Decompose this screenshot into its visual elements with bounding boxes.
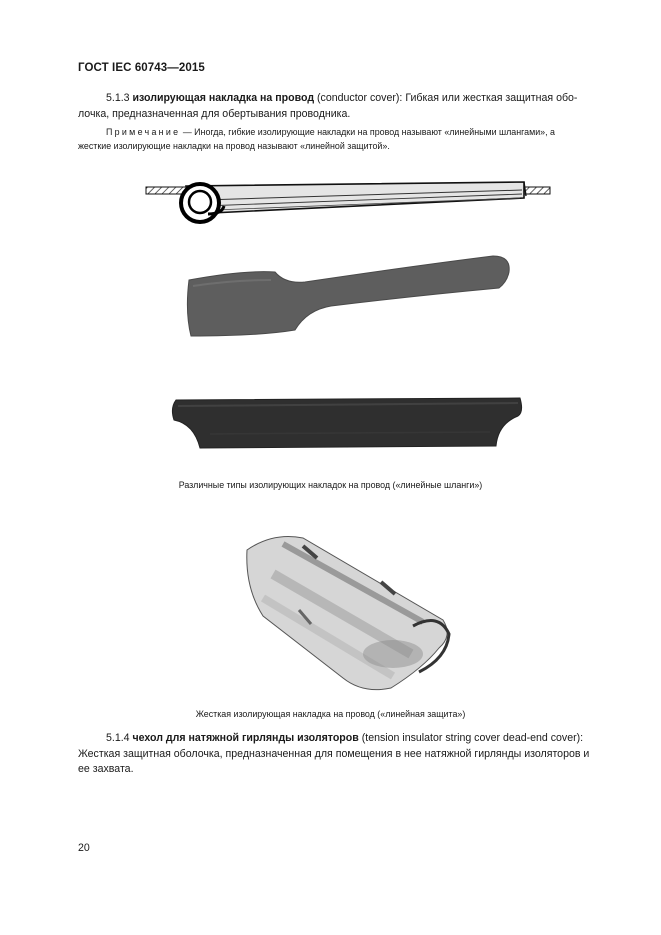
rigid-line-guard-image [243, 518, 453, 696]
conductor-cover-drawing [144, 176, 554, 228]
section-definition-cont: ее захвата. [78, 763, 134, 776]
note-text-cont: жесткие изолирующие накладки на провод называют «линейной защитой». [78, 141, 390, 151]
note-text: — Иногда, гибкие изолирующие накладки на провод называют «линейными шлангами», а [180, 127, 555, 137]
section-english-term: (conductor cover): [317, 92, 403, 104]
section-term: чехол для натяжной гирлянды изоляторов [132, 732, 359, 744]
section-number: 5.1.3 [106, 92, 130, 104]
section-definition-cont: лочка, предназначенная для обертывания проводника. [78, 107, 351, 120]
flexible-cover-image [183, 252, 513, 344]
page-number: 20 [78, 842, 90, 854]
section-5-1-3 [78, 91, 613, 122]
section-term: изолирующая накладка на провод [132, 92, 315, 104]
section-5-1-4 [78, 731, 613, 778]
long-cover-image [170, 394, 526, 454]
note [78, 125, 613, 153]
section-number: 5.1.4 [106, 732, 130, 744]
note-label: Примечание [106, 127, 181, 137]
section-definition: Гибкая или жесткая защитная обо- [405, 92, 578, 104]
section-definition: Жесткая защитная оболочка, предназначенная для помещения в нее натяжной гирлянды изоляторов и [78, 747, 590, 760]
figure1-caption: Различные типы изолирующих накладок на провод («линейные шланги») [178, 480, 483, 490]
section-english-term: (tension insulator string cover dead-end cover): [361, 732, 584, 744]
figure2-caption: Жесткая изолирующая накладка на провод («линейная защита») [195, 709, 466, 719]
document-header: ГОСТ IEC 60743—2015 [78, 62, 205, 74]
